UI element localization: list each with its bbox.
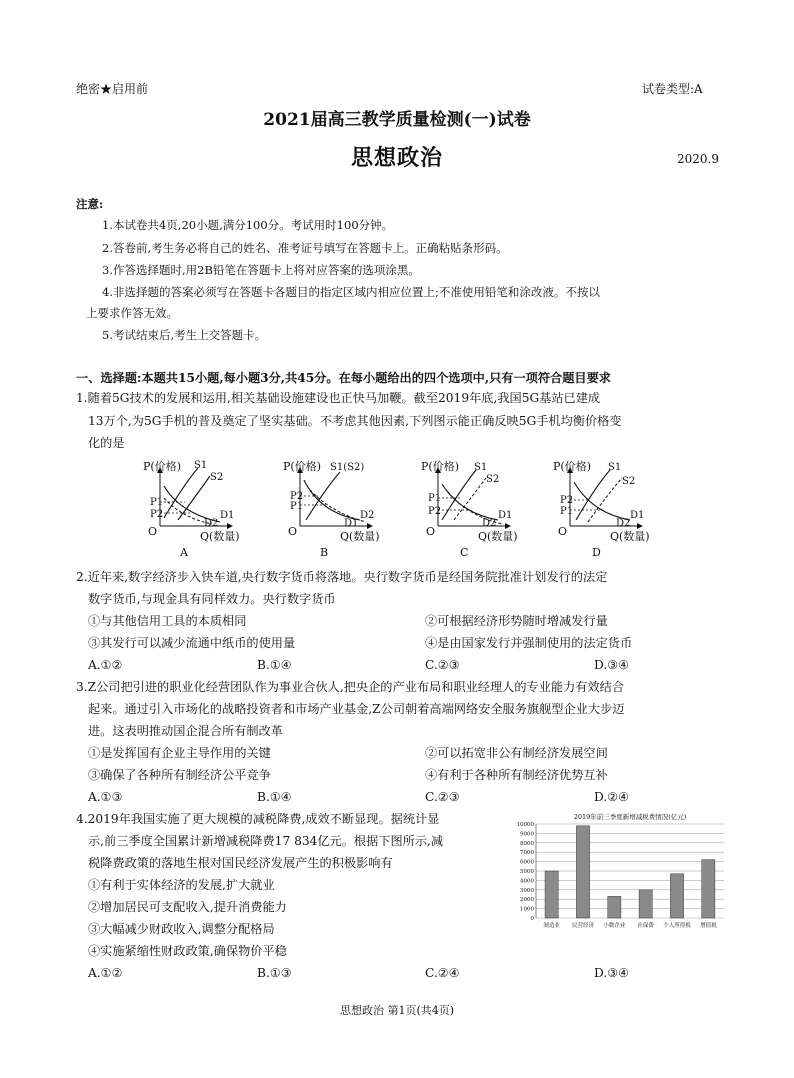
question-3-option-d[interactable]: D.②④: [594, 790, 630, 804]
exam-date: 2020.9: [677, 152, 719, 166]
graph-label-p2: P2: [560, 495, 574, 506]
question-4-option-c[interactable]: C.②④: [425, 966, 460, 980]
chart-title: 2019年前三季度新增减税费情况(亿元): [573, 813, 687, 821]
question-2-statement: ④是由国家发行并强制使用的法定货币: [425, 636, 633, 650]
question-2-text: 2.近年来,数字经济步入快车道,央行数字货币将落地。央行数字货币是经国务院批准计划发行的法定: [76, 570, 608, 584]
graph-label-d1: D1: [220, 510, 235, 521]
graph-label-p2: P2: [428, 506, 442, 517]
chart-ytick-label: 5000: [520, 869, 534, 875]
chart-xtick-label: 社保费: [637, 923, 654, 929]
supply-demand-graphs: [140, 458, 660, 558]
chart-bar: [702, 860, 715, 918]
chart-ytick-label: 8000: [520, 840, 534, 847]
notice-item: 5.考试结束后,考生上交答题卡。: [102, 328, 267, 342]
question-3-option-b[interactable]: B.①④: [257, 790, 292, 804]
chart-xtick-label: 小微企业: [603, 923, 626, 929]
graph-label-p1: P1: [290, 501, 304, 512]
question-2-statement: ①与其他信用工具的本质相同: [88, 614, 247, 628]
chart-ytick-label: 9000: [520, 831, 534, 838]
graph-ylabel: P(价格): [143, 460, 181, 473]
question-1-text: 13万个,为5G手机的普及奠定了坚实基础。不考虑其他因素,下列图示能正确反映5G手机均衡价格变: [88, 414, 622, 428]
question-3-option-a[interactable]: A.①③: [88, 790, 123, 804]
question-1-text: 化的是: [88, 436, 125, 450]
graph-label-d2: D2: [204, 518, 219, 529]
graph-ylabel: P(价格): [553, 460, 591, 473]
question-2-option-a[interactable]: A.①②: [88, 658, 123, 672]
question-3-statement: ②可以拓宽非公有制经济发展空间: [425, 746, 608, 760]
chart-ytick-label: 2000: [520, 897, 534, 904]
exam-title: 2021届高三教学质量检测(一)试卷: [263, 110, 531, 130]
graph-d[interactable]: [553, 459, 650, 559]
paper-type: 试卷类型:A: [642, 82, 703, 96]
graph-label-p2: P2: [290, 491, 304, 502]
question-2-option-d[interactable]: D.③④: [594, 658, 630, 672]
question-1-text: 1.随着5G技术的发展和运用,相关基础设施建设也正快马加鞭。截至2019年底,我国5G基站已建成: [76, 391, 601, 405]
graph-xlabel: Q(数量): [478, 530, 518, 543]
chart-bar: [545, 871, 558, 918]
graph-label-s1: S1: [608, 462, 622, 473]
graph-label-d1: D1: [630, 510, 645, 521]
question-3-text: 3.Z公司把引进的职业化经营团队作为事业合伙人,把央企的产业布局和职业经理人的专业能力有效结合: [76, 680, 625, 694]
graph-label-d1: D1: [498, 510, 513, 521]
graph-label-s2: S2: [486, 474, 500, 485]
chart-xtick-label: 民营经济: [571, 923, 595, 929]
question-2-statement: ③其发行可以减少流通中纸币的使用量: [88, 636, 296, 650]
chart-bar: [608, 896, 621, 918]
notice-item: 上要求作答无效。: [86, 306, 178, 320]
chart-ytick-label: 10000: [516, 822, 534, 828]
question-2-option-c[interactable]: C.②③: [425, 658, 460, 672]
question-4-statement: ①有利于实体经济的发展,扩大就业: [88, 878, 275, 892]
notice-item: 2.答卷前,考生务必将自己的姓名、准考证号填写在答题卡上。正确粘贴条形码。: [102, 241, 508, 255]
graph-letter: D: [592, 546, 601, 559]
question-3-statement: ③确保了各种所有制经济公平竞争: [88, 768, 271, 782]
question-4-text: 税降费政策的落地生根对国民经济发展产生的积极影响有: [88, 856, 393, 870]
graph-ylabel: P(价格): [421, 460, 459, 473]
graph-label-s2: S2: [210, 472, 224, 483]
graph-letter: B: [320, 546, 329, 559]
graph-label-p1: P1: [560, 506, 574, 517]
chart-xtick-label: 制造业: [543, 923, 560, 929]
subject-title: 思想政治: [350, 145, 443, 171]
chart-ytick-label: 3000: [520, 887, 534, 894]
graph-label-p2: P2: [150, 509, 164, 520]
chart-ytick-label: 1000: [520, 906, 534, 913]
graph-label-s1: S1: [194, 460, 208, 471]
question-4-text: 示,前三季度全国累计新增减税降费17 834亿元。根据下图所示,减: [88, 834, 444, 848]
graph-letter: A: [180, 546, 188, 559]
question-4-option-d[interactable]: D.③④: [594, 966, 630, 980]
graph-label-s1s2: S1(S2): [330, 462, 365, 473]
question-2-text: 数字货币,与现金具有同样效力。央行数字货币: [88, 592, 336, 606]
chart-bar: [639, 890, 652, 918]
graph-label-d2: D2: [482, 518, 497, 529]
graph-xlabel: Q(数量): [610, 530, 650, 543]
graph-c[interactable]: [421, 459, 518, 559]
graph-label-p1: P1: [150, 497, 164, 508]
chart-ytick-label: 6000: [520, 859, 534, 866]
question-4-statement: ④实施紧缩性财政政策,确保物价平稳: [88, 944, 287, 958]
graph-b[interactable]: [283, 459, 380, 559]
question-3-text: 进。这表明推动国企混合所有制改革: [88, 724, 283, 738]
chart-ytick-label: 0: [530, 916, 534, 922]
question-3-option-c[interactable]: C.②③: [425, 790, 460, 804]
graph-label-p1: P1: [428, 493, 442, 504]
notice-heading: 注意:: [76, 197, 104, 211]
graph-origin: O: [558, 525, 568, 538]
graph-label-d2: D2: [616, 518, 631, 529]
confidential-mark: 绝密★启用前: [76, 82, 149, 96]
chart-xtick-label: 增值税: [700, 923, 717, 929]
graph-letter: C: [460, 546, 469, 559]
page-footer: 思想政治 第1页(共4页): [339, 1004, 455, 1017]
question-2-statement: ②可根据经济形势随时增减发行量: [425, 614, 608, 628]
question-3-text: 起来。通过引入市场化的战略投资者和市场产业基金,Z公司朝着高端网络安全服务旗舰型企业大步迈: [88, 702, 625, 716]
notice-item: 3.作答选择题时,用2B铅笔在答题卡上将对应答案的选项涂黑。: [102, 263, 420, 277]
chart-xtick-label: 个人所得税: [663, 923, 691, 929]
chart-bar: [576, 826, 589, 918]
chart-ytick-label: 4000: [520, 878, 534, 885]
chart-ytick-label: 7000: [520, 850, 534, 857]
tax-cut-bar-chart: [508, 810, 732, 934]
question-3-statement: ④有利于各种所有制经济优势互补: [425, 768, 608, 782]
graph-xlabel: Q(数量): [340, 530, 380, 543]
graph-label-d1: D1: [344, 518, 359, 529]
graph-xlabel: Q(数量): [200, 530, 240, 543]
graph-label-s2: S2: [622, 476, 636, 487]
graph-a[interactable]: [143, 459, 240, 559]
graph-label-s1: S1: [474, 462, 488, 473]
graph-origin: O: [148, 525, 158, 538]
graph-origin: O: [288, 525, 298, 538]
graph-ylabel: P(价格): [283, 460, 321, 473]
question-3-statement: ①是发挥国有企业主导作用的关键: [88, 746, 271, 760]
question-2-option-b[interactable]: B.①④: [257, 658, 292, 672]
graph-origin: O: [426, 525, 436, 538]
question-4-option-a[interactable]: A.①②: [88, 966, 123, 980]
graph-label-d2: D2: [360, 510, 375, 521]
question-4-text: 4.2019年我国实施了更大规模的减税降费,成效不断显现。据统计显: [76, 812, 440, 826]
question-4-statement: ②增加居民可支配收入,提升消费能力: [88, 900, 287, 914]
question-4-statement: ③大幅减少财政收入,调整分配格局: [88, 922, 275, 936]
section-heading: 一、选择题:本题共15小题,每小题3分,共45分。在每小题给出的四个选项中,只有一项符合题目要求: [76, 371, 611, 385]
notice-item: 1.本试卷共4页,20小题,满分100分。考试用时100分钟。: [102, 218, 394, 232]
chart-bar: [670, 874, 683, 918]
notice-item: 4.非选择题的答案必须写在答题卡各题目的指定区域内相应位置上;不准使用铅笔和涂改液。不按以: [102, 285, 600, 299]
question-4-option-b[interactable]: B.①③: [257, 966, 292, 980]
